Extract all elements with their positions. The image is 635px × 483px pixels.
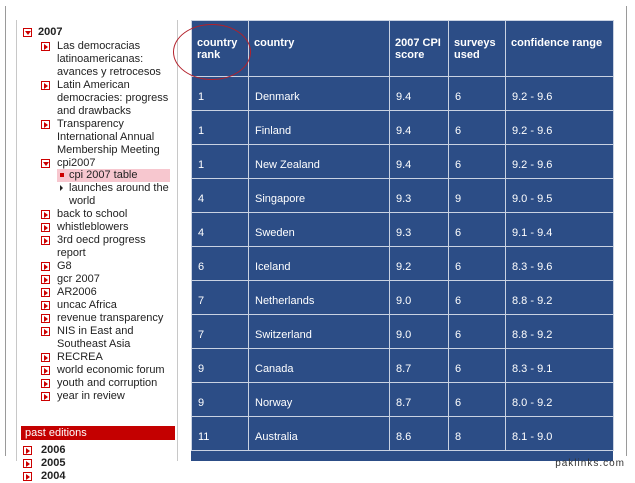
- header-country-rank: country rank: [192, 21, 249, 77]
- cell-surveys: 9: [449, 179, 506, 213]
- sidebar-item-cpi-2007-table[interactable]: [57, 169, 170, 182]
- cell-surveys: 6: [449, 247, 506, 281]
- cell-score: 9.3: [390, 213, 449, 247]
- sidebar-year-label[interactable]: 2005: [41, 457, 66, 469]
- expand-icon[interactable]: [23, 472, 32, 481]
- cell-rank: 7: [192, 315, 249, 349]
- cell-score: 9.4: [390, 77, 449, 111]
- cell-rank: 11: [192, 417, 249, 451]
- table-row: [192, 247, 614, 281]
- cell-score: 9.2: [390, 247, 449, 281]
- sidebar-nav: [16, 20, 178, 482]
- sidebar-item-g8[interactable]: [41, 260, 72, 273]
- sidebar-item-label[interactable]: whistleblowers: [57, 221, 129, 233]
- expand-icon[interactable]: [41, 379, 50, 388]
- table-row: [192, 383, 614, 417]
- sidebar-item-gcr-2007[interactable]: [41, 273, 100, 286]
- cpi-table-container: [191, 20, 613, 461]
- sidebar-item-label[interactable]: Las democracias latinoamericanas: avances y retrocesos: [57, 40, 161, 78]
- header-cpi-score: 2007 CPI score: [390, 21, 449, 77]
- table-row: [192, 77, 614, 111]
- sidebar-item-recrea[interactable]: [41, 351, 103, 364]
- sidebar-year-label: 2007: [38, 26, 63, 38]
- expand-icon[interactable]: [41, 327, 50, 336]
- sidebar-year-label[interactable]: 2004: [41, 470, 66, 482]
- sidebar-item-launches[interactable]: [60, 182, 172, 208]
- cell-range: 8.3 - 9.6: [506, 247, 614, 281]
- cell-rank: 1: [192, 111, 249, 145]
- expand-icon[interactable]: [41, 275, 50, 284]
- cell-range: 9.1 - 9.4: [506, 213, 614, 247]
- arrow-right-icon: [60, 185, 63, 191]
- header-surveys-used: surveys used: [449, 21, 506, 77]
- sidebar-item-ar2006[interactable]: [41, 286, 97, 299]
- sidebar-year-2006[interactable]: [23, 444, 65, 457]
- sidebar-item-label[interactable]: cpi 2007 table: [69, 169, 138, 181]
- cell-range: 9.2 - 9.6: [506, 77, 614, 111]
- sidebar-year-2007[interactable]: [23, 26, 62, 39]
- expand-icon[interactable]: [41, 81, 50, 90]
- expand-icon[interactable]: [41, 392, 50, 401]
- sidebar-item-nis-asia[interactable]: [41, 325, 153, 351]
- cell-surveys: 6: [449, 145, 506, 179]
- cell-rank: 9: [192, 383, 249, 417]
- cell-country: Canada: [249, 349, 390, 383]
- table-header-row: [192, 21, 614, 77]
- cell-range: 8.3 - 9.1: [506, 349, 614, 383]
- cell-surveys: 6: [449, 383, 506, 417]
- sidebar-item-label[interactable]: uncac Africa: [57, 299, 117, 311]
- sidebar-item-ti-annual-meeting[interactable]: [41, 118, 175, 157]
- cell-range: 8.8 - 9.2: [506, 315, 614, 349]
- cell-country: New Zealand: [249, 145, 390, 179]
- cell-rank: 6: [192, 247, 249, 281]
- cell-surveys: 6: [449, 349, 506, 383]
- cell-country: Singapore: [249, 179, 390, 213]
- table-row: [192, 281, 614, 315]
- cell-surveys: 6: [449, 77, 506, 111]
- table-row: [192, 145, 614, 179]
- cell-score: 9.3: [390, 179, 449, 213]
- cell-range: 8.8 - 9.2: [506, 281, 614, 315]
- cell-surveys: 8: [449, 417, 506, 451]
- sidebar-item-revenue-transparency[interactable]: [41, 312, 175, 325]
- table-row: [192, 315, 614, 349]
- cell-country: Switzerland: [249, 315, 390, 349]
- sidebar-item-youth-corruption[interactable]: [41, 377, 175, 390]
- table-row: [192, 417, 614, 451]
- sidebar-item-back-to-school[interactable]: [41, 208, 127, 221]
- sidebar-item-label[interactable]: revenue transparency: [57, 312, 164, 324]
- expand-icon[interactable]: [41, 301, 50, 310]
- sidebar-item-label[interactable]: Transparency International Annual Membership Meeting: [57, 118, 160, 156]
- sidebar-year-label[interactable]: 2006: [41, 444, 66, 456]
- cell-rank: 9: [192, 349, 249, 383]
- cell-surveys: 6: [449, 213, 506, 247]
- sidebar-year-2005[interactable]: [23, 457, 65, 470]
- cell-score: 9.0: [390, 281, 449, 315]
- cell-rank: 4: [192, 213, 249, 247]
- table-row: [192, 179, 614, 213]
- expand-icon[interactable]: [41, 42, 50, 51]
- sidebar-item-label[interactable]: gcr 2007: [57, 273, 100, 285]
- cell-score: 8.7: [390, 383, 449, 417]
- cell-score: 8.7: [390, 349, 449, 383]
- sidebar-item-label[interactable]: world economic forum: [57, 364, 165, 376]
- watermark-text: paklinks.com: [555, 458, 625, 469]
- bullet-square-icon: [60, 173, 64, 177]
- cell-score: 9.0: [390, 315, 449, 349]
- cell-rank: 1: [192, 77, 249, 111]
- expand-icon[interactable]: [41, 236, 50, 245]
- sidebar-item-label[interactable]: cpi2007: [57, 157, 96, 169]
- sidebar-item-uncac-africa[interactable]: [41, 299, 117, 312]
- cell-surveys: 6: [449, 281, 506, 315]
- cell-range: 9.0 - 9.5: [506, 179, 614, 213]
- cell-rank: 1: [192, 145, 249, 179]
- sidebar-item-label[interactable]: youth and corruption: [57, 377, 158, 389]
- cell-country: Netherlands: [249, 281, 390, 315]
- sidebar-item-label[interactable]: RECREA: [57, 351, 103, 363]
- sidebar-item-label[interactable]: Latin American democracies: progress and drawbacks: [57, 79, 169, 117]
- cell-country: Finland: [249, 111, 390, 145]
- sidebar-item-label[interactable]: 3rd oecd progress report: [57, 234, 146, 259]
- sidebar-item-label[interactable]: NIS in East and Southeast Asia: [57, 325, 134, 350]
- expand-icon[interactable]: [23, 459, 32, 468]
- sidebar-item-label[interactable]: year in review: [57, 390, 125, 402]
- cell-range: 8.1 - 9.0: [506, 417, 614, 451]
- sidebar-item-label[interactable]: launches around the world: [69, 182, 169, 207]
- sidebar-item-world-economic-forum[interactable]: [41, 364, 175, 377]
- expand-icon[interactable]: [41, 314, 50, 323]
- cpi-2007-table: [191, 20, 614, 451]
- expand-icon[interactable]: [41, 262, 50, 271]
- cell-score: 9.4: [390, 145, 449, 179]
- sidebar-item-label[interactable]: AR2006: [57, 286, 97, 298]
- cell-rank: 7: [192, 281, 249, 315]
- cell-rank: 4: [192, 179, 249, 213]
- cell-country: Australia: [249, 417, 390, 451]
- header-country: country: [249, 21, 390, 77]
- expand-icon[interactable]: [41, 366, 50, 375]
- table-row: [192, 349, 614, 383]
- sidebar-year-2004[interactable]: [23, 470, 65, 483]
- expand-icon[interactable]: [41, 288, 50, 297]
- cell-country: Norway: [249, 383, 390, 417]
- sidebar-item-oecd-report[interactable]: [41, 234, 153, 260]
- sidebar-item-whistleblowers[interactable]: [41, 221, 129, 234]
- sidebar-item-las-democracias[interactable]: [41, 40, 171, 79]
- past-editions-header: past editions: [21, 426, 175, 440]
- cell-surveys: 6: [449, 315, 506, 349]
- expand-icon[interactable]: [41, 210, 50, 219]
- expand-icon[interactable]: [23, 446, 32, 455]
- cell-country: Denmark: [249, 77, 390, 111]
- sidebar-item-label[interactable]: back to school: [57, 208, 128, 220]
- header-confidence-range: confidence range: [506, 21, 614, 77]
- collapse-icon[interactable]: [41, 159, 50, 168]
- table-row: [192, 111, 614, 145]
- cell-country: Iceland: [249, 247, 390, 281]
- cell-surveys: 6: [449, 111, 506, 145]
- expand-icon[interactable]: [41, 120, 50, 129]
- table-row: [192, 213, 614, 247]
- collapse-icon[interactable]: [23, 28, 32, 37]
- cell-country: Sweden: [249, 213, 390, 247]
- cell-score: 8.6: [390, 417, 449, 451]
- cell-range: 9.2 - 9.6: [506, 145, 614, 179]
- cell-range: 9.2 - 9.6: [506, 111, 614, 145]
- expand-icon[interactable]: [41, 353, 50, 362]
- expand-icon[interactable]: [41, 223, 50, 232]
- sidebar-item-label[interactable]: G8: [57, 260, 72, 272]
- cell-score: 9.4: [390, 111, 449, 145]
- cell-range: 8.0 - 9.2: [506, 383, 614, 417]
- sidebar-item-year-in-review[interactable]: [41, 390, 125, 403]
- sidebar-item-latin-american-democracies[interactable]: [41, 79, 175, 118]
